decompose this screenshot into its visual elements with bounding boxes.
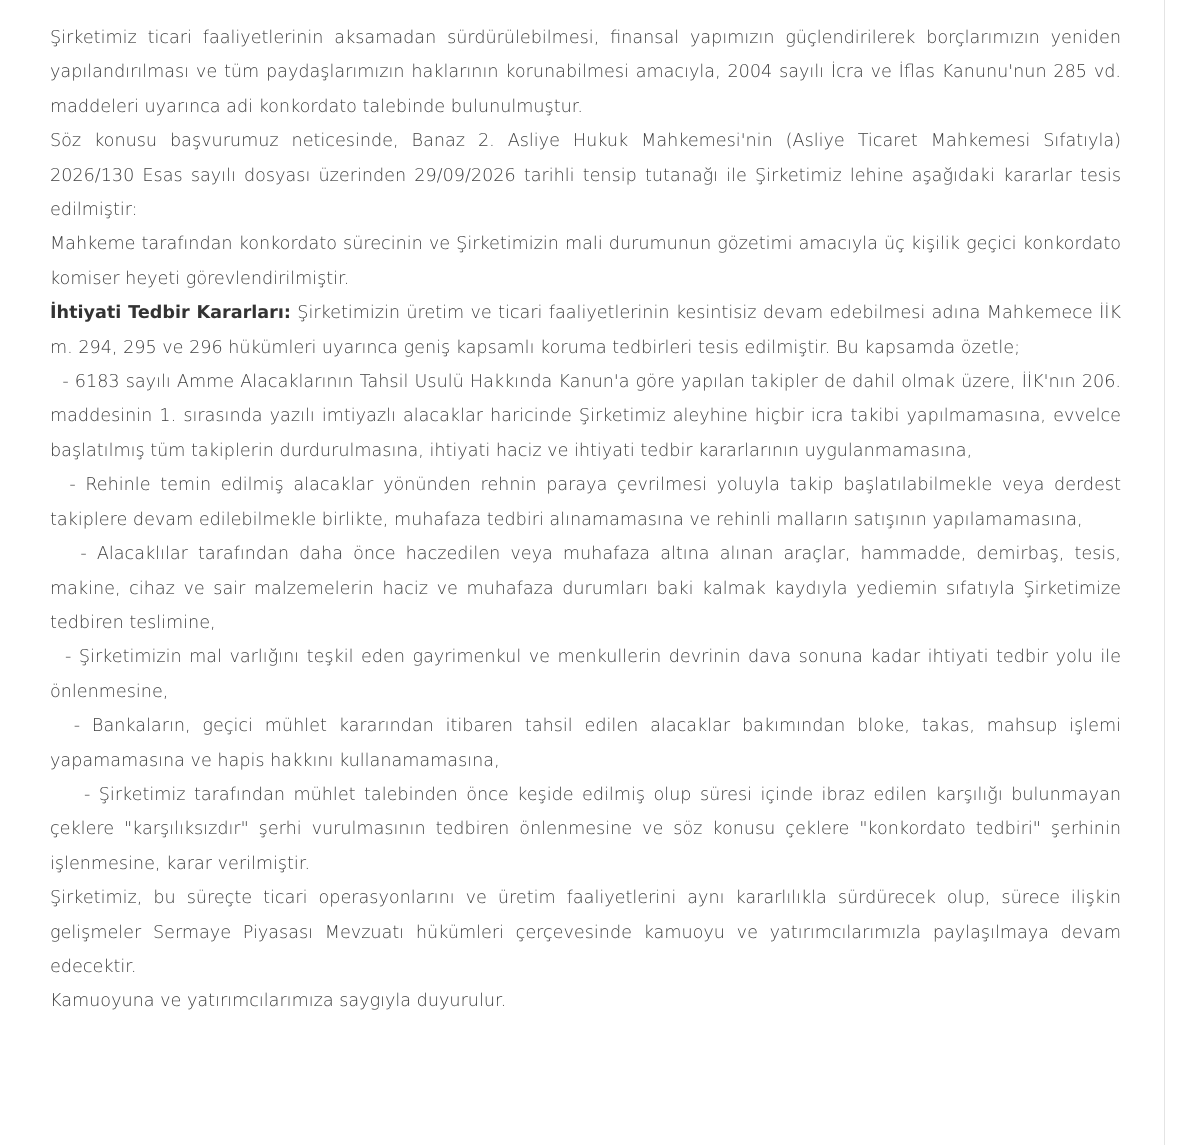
measure-item-asset-transfer: - Şirketimizin mal varlığını teşkil eden gayrimenkul ve menkullerin devrinin dava sonuna kadar ihtiyati tedbir yolu ile önlenmesine, — [50, 647, 1127, 702]
measure-item-custodian: - Alacaklılar tarafından daha önce haczedilen veya muhafaza altına alınan araçlar, hammadde, demirbaş, tesis, makine, cihaz ve sair malzemelerin haciz ve muhafaza durumları baki kalmak kaydıyla yediemin sıfatıyla Şirketimize tedbiren teslimine, — [50, 544, 1127, 633]
paragraph-closing: Kamuoyuna ve yatırımcılarımıza saygıyla duyurulur. — [50, 991, 507, 1012]
precautionary-measures-heading: İhtiyati Tedbir Kararları: — [50, 303, 291, 324]
measure-item-pledge: - Rehinle temin edilmiş alacaklar yönünden rehnin paraya çevrilmesi yoluyla takip başlatılabilmekle veya derdest takiplere devam edilebilmekle birlikte, muhafaza tedbiri alınamamasına ve rehinli malların satışının yapılamamasına, — [50, 475, 1127, 530]
measure-item-cheques: - Şirketimiz tarafından mühlet talebinden önce keşide edilmiş olup süresi içinde ibraz edilen karşılığı bulunmayan çeklere "karşılıksızdır" şerhi vurulmasının tedbiren önlenmesine ve söz konusu çeklere "konkordato tedbiri" şerhinin işlenmesine, karar verilmiştir. — [50, 784, 1127, 874]
measure-item-enforcement-stay: - 6183 sayılı Amme Alacaklarının Tahsil Usulü Hakkında Kanun'a göre yapılan takipler de dahil olmak üzere, İİK'nın 206. maddesinin 1. sırasında yazılı imtiyazlı alacaklar haricinde Şirketimiz aleyhine hiçbir icra takibi yapılmamasına, evvelce başlatılmış tüm takiplerin durdurulmasına, ihtiyati haciz ve ihtiyati tedbir kararlarının uygulanmamasına, — [50, 372, 1127, 461]
paragraph-continuation: Şirketimiz, bu süreçte ticari operasyonlarını ve üretim faaliyetlerini aynı kararlılıkla sürdürecek olup, sürece ilişkin gelişmeler Sermaye Piyasası Mevzuatı hükümleri çerçevesinde kamuoyu ve yatırımcılarımızla paylaşılmaya devam edecektir. — [50, 888, 1121, 977]
paragraph-precautionary-measures — [50, 296, 1121, 365]
announcement-body — [50, 21, 1127, 1019]
measure-item-banks: - Bankaların, geçici mühlet kararından itibaren tahsil edilen alacaklar bakımından bloke, takas, mahsup işlemi yapamamasına ve hapis hakkını kullanamamasına, — [50, 716, 1127, 771]
paragraph-court-decision: Söz konusu başvurumuz neticesinde, Banaz 2. Asliye Hukuk Mahkemesi'nin (Asliye Ticaret Mahkemesi Sıfatıyla) 2026/130 Esas sayılı dosyası üzerinden 29/09/2026 tarihli tensip tutanağı ile Şirketimiz lehine aşağıdaki kararlar tesis edilmiştir: — [50, 131, 1121, 221]
paragraph-konkordato-request: Şirketimiz ticari faaliyetlerinin aksamadan sürdürülebilmesi, finansal yapımızın güçlendirilerek borçlarımızın yeniden yapılandırılması ve tüm paydaşlarımızın haklarının korunabilmesi amacıyla, 2004 sayılı İcra ve İflas Kanunu'nun 285 vd. maddeleri uyarınca adi konkordato talebinde bulunulmuştur. — [50, 28, 1121, 117]
precautionary-measures-text: Şirketimizin üretim ve ticari faaliyetlerinin kesintisiz devam edebilmesi adına Mahkemece İİK m. 294, 295 ve 296 hükümleri uyarınca geniş kapsamlı koruma tedbirleri tesis edilmiştir. Bu kapsamda özetle; — [50, 303, 1121, 358]
paragraph-commissioner-board: Mahkeme tarafından konkordato sürecinin ve Şirketimizin mali durumunun gözetimi amacıyla üç kişilik geçici konkordato komiser heyeti görevlendirilmiştir. — [50, 234, 1121, 289]
